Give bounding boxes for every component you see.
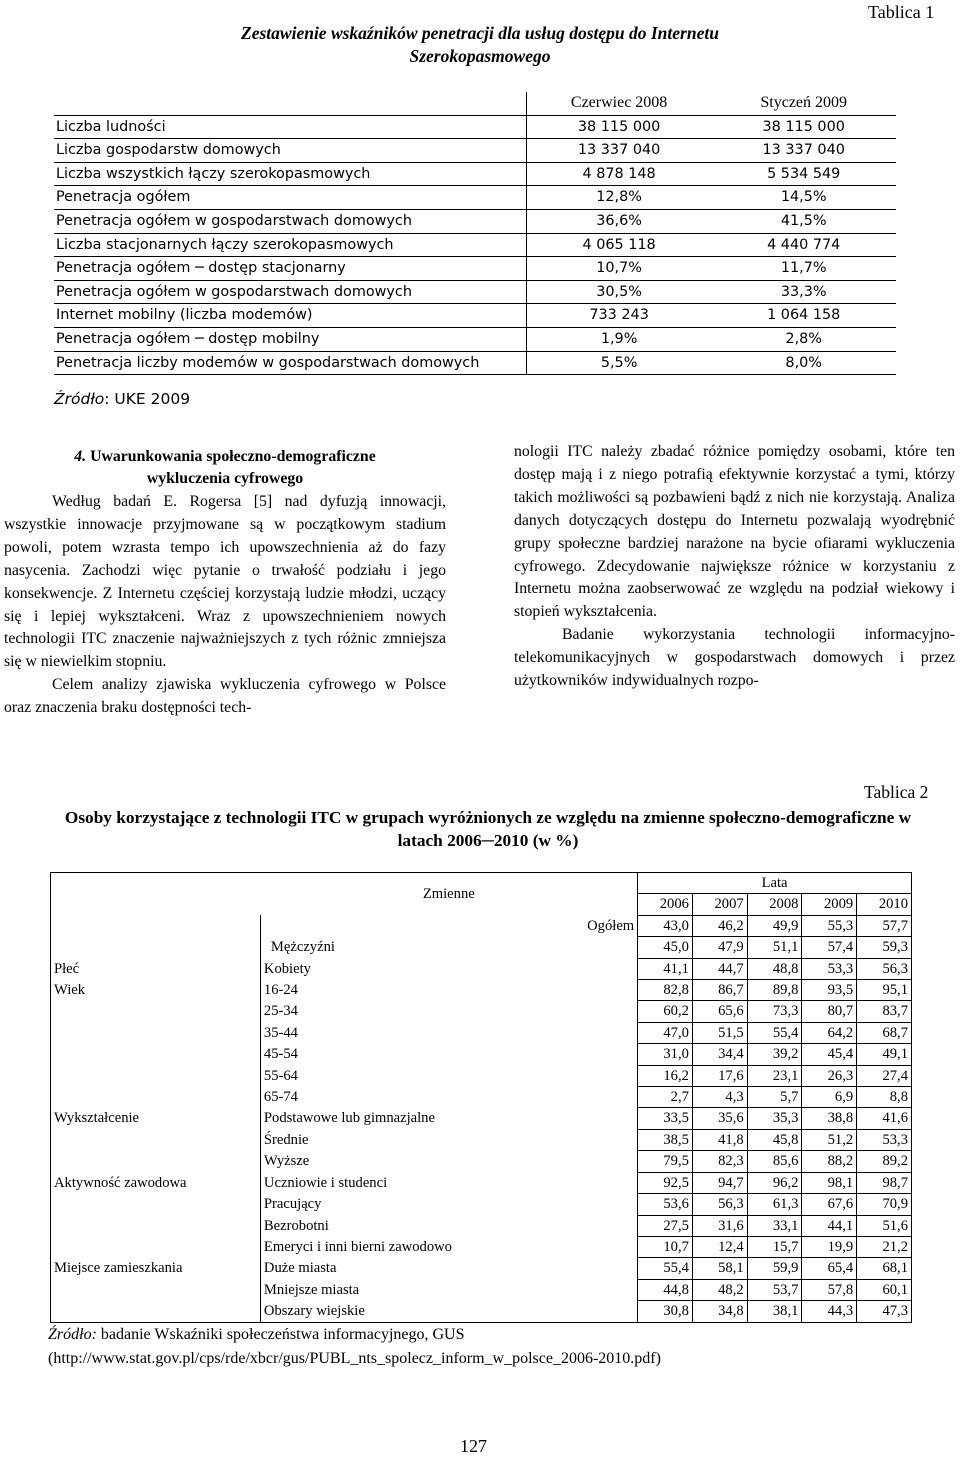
table2-cell-value: 95,1 <box>857 980 912 1001</box>
table2-group-label: Wiek <box>51 980 261 1001</box>
table2-cell-value: 56,3 <box>857 958 912 979</box>
table1 <box>54 92 896 375</box>
table1-value-2009: 33,3% <box>711 280 896 304</box>
table1-value-2009: 5 534 549 <box>711 162 896 186</box>
table1-source-text: : UKE 2009 <box>104 390 191 408</box>
table1-row-label: Internet mobilny (liczba modemów) <box>54 304 526 328</box>
table2-cell-value: 53,7 <box>747 1279 802 1300</box>
table2-cell-value: 34,8 <box>692 1301 747 1322</box>
table2-group-label <box>51 937 261 958</box>
table2-title: Osoby korzystające z technologii ITC w grupach wyróżnionych ze względu na zmienne społeczno-demograficzne w latach 2006─2010 (w %) <box>64 808 912 850</box>
table2-cell-value: 5,7 <box>747 1087 802 1108</box>
table2-cell-value: 34,4 <box>692 1044 747 1065</box>
table2-cell-value: 43,0 <box>638 915 693 936</box>
table2-source-url: (http://www.stat.gov.pl/cps/rde/xbcr/gus/PUBL_nts_spolecz_inform_w_polsce_2006-2010.pdf) <box>48 1350 661 1367</box>
left-paragraph-2: Celem analizy zjawiska wykluczenia cyfrowego w Polsce oraz znaczenia braku dostępności tech- <box>4 676 446 717</box>
table1-row <box>54 233 896 257</box>
table2-group-label <box>51 1022 261 1043</box>
table2-cell-value: 51,1 <box>747 937 802 958</box>
table2-cell-value: 59,9 <box>747 1258 802 1279</box>
table2-cell-value: 68,1 <box>857 1258 912 1279</box>
table2-cell-value: 33,1 <box>747 1215 802 1236</box>
table2-cell-value: 45,4 <box>802 1044 857 1065</box>
table1-row <box>54 186 896 210</box>
table2-row <box>51 980 912 1001</box>
table1-row-label: Penetracja ogółem w gospodarstwach domowych <box>54 280 526 304</box>
table2-row <box>51 937 912 958</box>
table2-cell-value: 46,2 <box>692 915 747 936</box>
article-left-column <box>4 446 446 720</box>
table2-cell-value: 12,4 <box>692 1236 747 1257</box>
table2-row <box>51 1236 912 1257</box>
table1-value-2009: 8,0% <box>711 351 896 375</box>
table2-variable-label: 35-44 <box>260 1022 637 1043</box>
table1-row <box>54 257 896 281</box>
table2-row <box>51 1108 912 1129</box>
table1-value-2008: 733 243 <box>526 304 711 328</box>
table2-cell-value: 85,6 <box>747 1151 802 1172</box>
table1-row <box>54 327 896 351</box>
right-paragraph-2: Badanie wykorzystania technologii informacyjno-telekomunikacyjnych w gospodarstwach domowych i przez użytkowników indywidualnych rozpo- <box>514 626 955 690</box>
table1-row-label: Liczba gospodarstw domowych <box>54 139 526 163</box>
table2-cell-value: 30,8 <box>638 1301 693 1322</box>
table1-col-header: Styczeń 2009 <box>711 92 896 115</box>
table2-cell-value: 48,2 <box>692 1279 747 1300</box>
table2-cell-value: 35,6 <box>692 1108 747 1129</box>
page-number: 127 <box>460 1436 487 1456</box>
table2-cell-value: 80,7 <box>802 1001 857 1022</box>
table1-col-header: Czerwiec 2008 <box>526 92 711 115</box>
table2-cell-value: 65,4 <box>802 1258 857 1279</box>
table1-row <box>54 351 896 375</box>
table1-header-blank <box>54 92 526 115</box>
table1-row-label: Penetracja liczby modemów w gospodarstwach domowych <box>54 351 526 375</box>
table2-source <box>48 1326 465 1344</box>
table2-group-label: Wykształcenie <box>51 1108 261 1129</box>
table2-cell-value: 45,0 <box>638 937 693 958</box>
table2-cell-value: 44,3 <box>802 1301 857 1322</box>
table2-cell-value: 59,3 <box>857 937 912 958</box>
table2-cell-value: 53,3 <box>857 1129 912 1150</box>
table1-value-2008: 36,6% <box>526 209 711 233</box>
table2-cell-value: 51,2 <box>802 1129 857 1150</box>
right-paragraph-1: nologii ITC należy zbadać różnice pomiędzy osobami, które ten dostęp mają i z niego potrafią efektywnie korzystać a tymi, którzy takich możliwości są pozbawieni bądź z nich nie korzystają. Analiza danych dotyczących dostępu do Internetu pozwalają wyodrębnić grupy społeczne bardziej narażone na bycie ofiarami wykluczenia cyfrowego. Zdecydowanie największe różnice w korzystaniu z Internetu można zaobserwować ze względu na podział wiekowy i stopień wykształcenia. <box>514 443 955 621</box>
table2-cell-value: 47,3 <box>857 1301 912 1322</box>
table2-cell-value: 57,7 <box>857 915 912 936</box>
table2-cell-value: 27,4 <box>857 1065 912 1086</box>
table2-cell-value: 53,3 <box>802 958 857 979</box>
table2-cell-value: 21,2 <box>857 1236 912 1257</box>
table2-row <box>51 915 912 936</box>
table2-cell-value: 10,7 <box>638 1236 693 1257</box>
table2-cell-value: 2,7 <box>638 1087 693 1108</box>
table1-source <box>54 390 190 408</box>
table2-row <box>51 1044 912 1065</box>
table2-variable-label: 25-34 <box>260 1001 637 1022</box>
table1-row-label: Penetracja ogółem ─ dostęp mobilny <box>54 327 526 351</box>
table1-row-label: Penetracja ogółem <box>54 186 526 210</box>
table2-cell-value: 44,8 <box>638 1279 693 1300</box>
table2-group-label <box>51 1215 261 1236</box>
table1-title: Zestawienie wskaźników penetracji dla usług dostępu do Internetu Szerokopasmowego <box>241 23 719 66</box>
table2-cell-value: 38,1 <box>747 1301 802 1322</box>
table1-row-label: Liczba ludności <box>54 115 526 139</box>
table2-year-header: 2009 <box>802 894 857 915</box>
table2-year-header: 2010 <box>857 894 912 915</box>
table2-source-text: badanie Wskaźniki społeczeństwa informacyjnego, GUS <box>96 1326 465 1343</box>
table1-value-2009: 11,7% <box>711 257 896 281</box>
table2-row <box>51 1301 912 1322</box>
table2-variable-label: Kobiety <box>260 958 637 979</box>
table1-row <box>54 162 896 186</box>
table2-cell-value: 55,4 <box>747 1022 802 1043</box>
table2-variable-label: Duże miasta <box>260 1258 637 1279</box>
table1-value-2009: 2,8% <box>711 327 896 351</box>
table2-cell-value: 27,5 <box>638 1215 693 1236</box>
table1-value-2009: 1 064 158 <box>711 304 896 328</box>
table2-variable-label: Mniejsze miasta <box>260 1279 637 1300</box>
table2-cell-value: 33,5 <box>638 1108 693 1129</box>
table2-cell-value: 51,6 <box>857 1215 912 1236</box>
table2-cell-value: 57,8 <box>802 1279 857 1300</box>
table2-row <box>51 958 912 979</box>
table1-row <box>54 304 896 328</box>
table2-cell-value: 47,0 <box>638 1022 693 1043</box>
table2-row <box>51 1258 912 1279</box>
table1-row <box>54 280 896 304</box>
table2-group-label: Miejsce zamieszkania <box>51 1258 261 1279</box>
table1-header-row <box>54 92 896 115</box>
table2-group-label <box>51 1087 261 1108</box>
table2-row <box>51 1129 912 1150</box>
table2-cell-value: 48,8 <box>747 958 802 979</box>
table2-variable-label: Podstawowe lub gimnazjalne <box>260 1108 637 1129</box>
table2-row <box>51 1194 912 1215</box>
table2-cell-value: 31,6 <box>692 1215 747 1236</box>
table2-cell-value: 35,3 <box>747 1108 802 1129</box>
table2-variable-label: Mężczyźni <box>260 937 637 958</box>
table2-group-label <box>51 1279 261 1300</box>
table2-cell-value: 83,7 <box>857 1001 912 1022</box>
table1-source-prefix: Źródło <box>54 390 105 408</box>
table1-value-2008: 4 065 118 <box>526 233 711 257</box>
table2-cell-value: 6,9 <box>802 1087 857 1108</box>
table2-cell-value: 98,7 <box>857 1172 912 1193</box>
table2-cell-value: 38,8 <box>802 1108 857 1129</box>
table2-cell-value: 57,4 <box>802 937 857 958</box>
table2-group-label: Aktywność zawodowa <box>51 1172 261 1193</box>
table2-cell-value: 8,8 <box>857 1087 912 1108</box>
table1-value-2009: 4 440 774 <box>711 233 896 257</box>
section-heading-line2: wykluczenia cyfrowego <box>146 470 304 487</box>
table2-cell-value: 41,6 <box>857 1108 912 1129</box>
table1-value-2008: 13 337 040 <box>526 139 711 163</box>
table1-value-2008: 1,9% <box>526 327 711 351</box>
table2-cell-value: 38,5 <box>638 1129 693 1150</box>
table2-group-label <box>51 915 261 936</box>
table2-cell-value: 49,1 <box>857 1044 912 1065</box>
left-paragraph-1: Według badań E. Rogersa [5] nad dyfuzją innowacji, wszystkie innowacje przyjmowane są w początkowym stadium powoli, potem wzrasta tempo ich upowszechnienia aż do fazy nasycenia. Zachodzi więc pytanie o trwałość podziału i jego konsekwencje. Z Internetu częściej korzystają ludzie młodzi, uczący się i lepiej wykształceni. Wraz z upowszechnieniem nowych technologii ITC znaczenie najważniejszych z tych różnic zmniejsza się w niewielkim stopniu. <box>4 493 446 671</box>
table2-cell-value: 15,7 <box>747 1236 802 1257</box>
table2-cell-value: 41,1 <box>638 958 693 979</box>
table2-cell-value: 67,6 <box>802 1194 857 1215</box>
table2-cell-value: 98,1 <box>802 1172 857 1193</box>
table2-cell-value: 4,3 <box>692 1087 747 1108</box>
table1-value-2008: 12,8% <box>526 186 711 210</box>
table2-cell-value: 96,2 <box>747 1172 802 1193</box>
table1-value-2008: 4 878 148 <box>526 162 711 186</box>
table2-variable-label: Obszary wiejskie <box>260 1301 637 1322</box>
table2-zmienne-header: Zmienne <box>260 873 637 916</box>
table2-cell-value: 61,3 <box>747 1194 802 1215</box>
article-right-column <box>514 441 955 693</box>
table2-group-label <box>51 1065 261 1086</box>
table2-cell-value: 55,3 <box>802 915 857 936</box>
table2-label: Tablica 2 <box>864 782 929 802</box>
table2-cell-value: 44,7 <box>692 958 747 979</box>
table2-cell-value: 70,9 <box>857 1194 912 1215</box>
table1-value-2009: 38 115 000 <box>711 115 896 139</box>
table2-cell-value: 55,4 <box>638 1258 693 1279</box>
table2-group-label <box>51 1001 261 1022</box>
table2-group-label <box>51 1151 261 1172</box>
table1-row-label: Liczba wszystkich łączy szerokopasmowych <box>54 162 526 186</box>
table1-row-label: Liczba stacjonarnych łączy szerokopasmowych <box>54 233 526 257</box>
table2-cell-value: 88,2 <box>802 1151 857 1172</box>
table1-row <box>54 115 896 139</box>
table2-cell-value: 82,8 <box>638 980 693 1001</box>
section-heading-number: 4. <box>74 448 87 465</box>
table2-row <box>51 1001 912 1022</box>
table2-cell-value: 26,3 <box>802 1065 857 1086</box>
table2-cell-value: 44,1 <box>802 1215 857 1236</box>
table2-cell-value: 93,5 <box>802 980 857 1001</box>
table1-value-2009: 41,5% <box>711 209 896 233</box>
table2-variable-label: 65-74 <box>260 1087 637 1108</box>
table2-variable-label: Ogółem <box>260 915 637 936</box>
table2-cell-value: 16,2 <box>638 1065 693 1086</box>
table2-variable-label: Bezrobotni <box>260 1215 637 1236</box>
table2-row <box>51 1087 912 1108</box>
table2-cell-value: 73,3 <box>747 1001 802 1022</box>
table2-cell-value: 31,0 <box>638 1044 693 1065</box>
table2-cell-value: 45,8 <box>747 1129 802 1150</box>
table2-cell-value: 86,7 <box>692 980 747 1001</box>
table2-cell-value: 53,6 <box>638 1194 693 1215</box>
table1-row-label: Penetracja ogółem ─ dostęp stacjonarny <box>54 257 526 281</box>
table2-row <box>51 1065 912 1086</box>
table2-year-header: 2007 <box>692 894 747 915</box>
table2-cell-value: 82,3 <box>692 1151 747 1172</box>
table2-cell-value: 47,9 <box>692 937 747 958</box>
table2-cell-value: 68,7 <box>857 1022 912 1043</box>
table2-cell-value: 60,1 <box>857 1279 912 1300</box>
section-heading <box>4 446 446 490</box>
table2-row <box>51 1022 912 1043</box>
table1-row <box>54 209 896 233</box>
table2-year-header: 2006 <box>638 894 693 915</box>
section-heading-line1: Uwarunkowania społeczno-demograficzne <box>86 448 376 465</box>
table2 <box>50 872 912 1323</box>
table1-row <box>54 139 896 163</box>
table2-group-label <box>51 1044 261 1065</box>
table2-cell-value: 51,5 <box>692 1022 747 1043</box>
table2-variable-label: 45-54 <box>260 1044 637 1065</box>
table2-cell-value: 41,8 <box>692 1129 747 1150</box>
table1-value-2008: 5,5% <box>526 351 711 375</box>
table2-cell-value: 49,9 <box>747 915 802 936</box>
table2-cell-value: 56,3 <box>692 1194 747 1215</box>
table2-cell-value: 79,5 <box>638 1151 693 1172</box>
table2-variable-label: Wyższe <box>260 1151 637 1172</box>
table1-value-2009: 13 337 040 <box>711 139 896 163</box>
table2-row <box>51 1215 912 1236</box>
table2-cell-value: 94,7 <box>692 1172 747 1193</box>
table2-cell-value: 65,6 <box>692 1001 747 1022</box>
table2-header-group-blank <box>51 873 261 916</box>
table2-lata-header: Lata <box>638 873 912 894</box>
table2-variable-label: Uczniowie i studenci <box>260 1172 637 1193</box>
table1-row-label: Penetracja ogółem w gospodarstwach domowych <box>54 209 526 233</box>
table2-cell-value: 92,5 <box>638 1172 693 1193</box>
table2-row <box>51 1172 912 1193</box>
table1-value-2008: 38 115 000 <box>526 115 711 139</box>
table2-cell-value: 64,2 <box>802 1022 857 1043</box>
table2-year-header: 2008 <box>747 894 802 915</box>
table2-cell-value: 19,9 <box>802 1236 857 1257</box>
table1-value-2008: 10,7% <box>526 257 711 281</box>
table2-group-label: Płeć <box>51 958 261 979</box>
table2-cell-value: 23,1 <box>747 1065 802 1086</box>
table2-variable-label: Średnie <box>260 1129 637 1150</box>
table2-row <box>51 1279 912 1300</box>
table2-group-label <box>51 1236 261 1257</box>
table1-value-2008: 30,5% <box>526 280 711 304</box>
table2-group-label <box>51 1301 261 1322</box>
table2-group-label <box>51 1194 261 1215</box>
table1-label: Tablica 1 <box>868 2 935 22</box>
table2-variable-label: 16-24 <box>260 980 637 1001</box>
table2-group-label <box>51 1129 261 1150</box>
table1-value-2009: 14,5% <box>711 186 896 210</box>
table2-header-row-1 <box>51 873 912 894</box>
table2-cell-value: 58,1 <box>692 1258 747 1279</box>
table2-cell-value: 89,8 <box>747 980 802 1001</box>
table2-variable-label: Pracujący <box>260 1194 637 1215</box>
table2-cell-value: 17,6 <box>692 1065 747 1086</box>
table2-variable-label: 55-64 <box>260 1065 637 1086</box>
table2-cell-value: 89,2 <box>857 1151 912 1172</box>
table2-row <box>51 1151 912 1172</box>
table2-variable-label: Emeryci i inni bierni zawodowo <box>260 1236 637 1257</box>
table2-source-prefix: Źródło: <box>48 1326 97 1343</box>
table2-cell-value: 39,2 <box>747 1044 802 1065</box>
table2-cell-value: 60,2 <box>638 1001 693 1022</box>
